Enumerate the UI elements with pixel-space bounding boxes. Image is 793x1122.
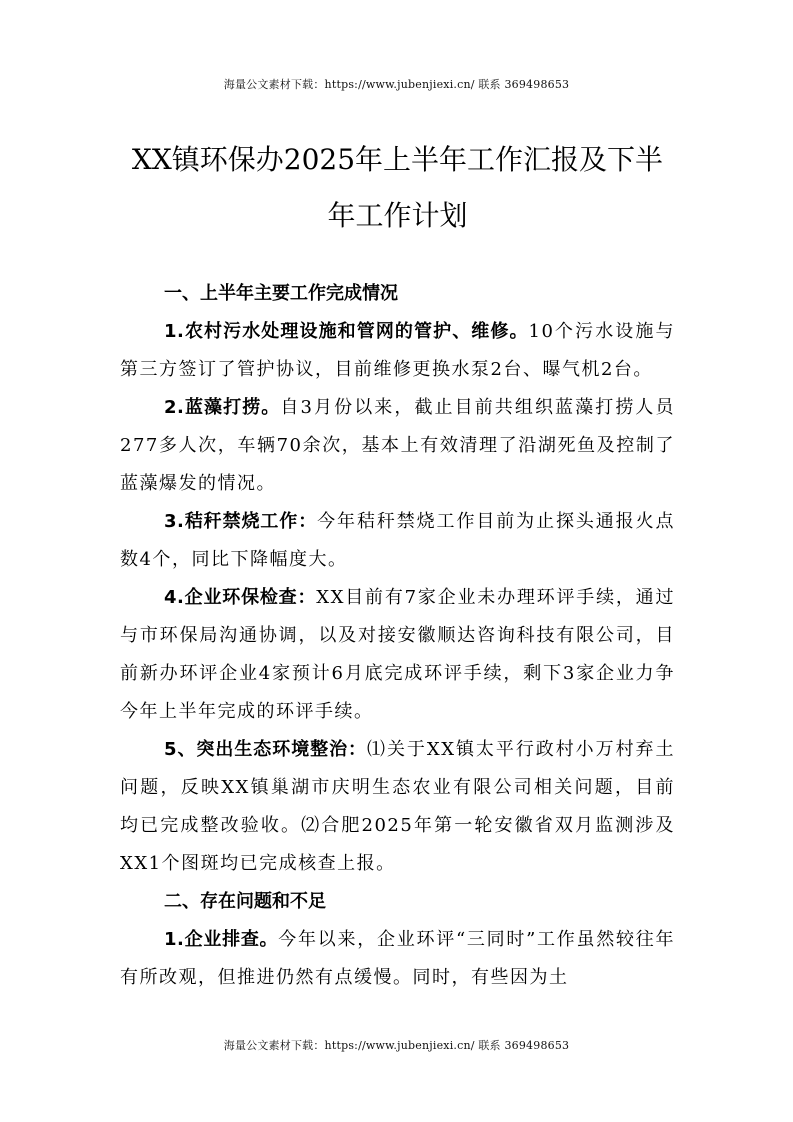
paragraph-item-5 xyxy=(120,731,675,883)
section-heading-1: 一、上半年主要工作完成情况 xyxy=(164,283,398,304)
page-header: 海量公文素材下载：https://www.jubenjiexi.cn/ 联系 369498653 xyxy=(223,78,570,91)
paragraph-item-1 xyxy=(120,313,675,389)
title-line-1: XX镇环保办2025年上半年工作汇报及下半 xyxy=(131,143,664,176)
item-lead: 5、突出生态环境整治： xyxy=(164,739,368,760)
item-lead: 1.农村污水处理设施和管网的管护、维修。 xyxy=(164,321,529,342)
paragraph-item-3 xyxy=(120,503,675,579)
title-line-2: 年工作计划 xyxy=(327,199,468,232)
section-heading-2: 二、存在问题和不足 xyxy=(164,891,326,912)
item-text: 今年以来，企业环评“三同时”工作虽然较往年有所改观，但推进仍然有点缓慢。同时，有些因为土 xyxy=(120,929,675,988)
item-lead: 1.企业排查。 xyxy=(164,929,279,950)
paragraph-item-4 xyxy=(120,579,675,731)
paragraph-item-2 xyxy=(120,389,675,503)
item-text: 自3月份以来，截止目前共组织蓝藻打捞人员277多人次，车辆70余次，基本上有效清理了沿湖死鱼及控制了蓝藻爆发的情况。 xyxy=(120,397,675,494)
item-text: XX目前有7家企业未办理环评手续，通过与市环保局沟通协调，以及对接安徽顺达咨询科技有限公司，目前新办环评企业4家预计6月底完成环评手续，剩下3家企业力争今年上半年完成的环评手续。 xyxy=(120,587,675,722)
item-lead: 3.秸秆禁烧工作： xyxy=(164,511,318,532)
item-lead: 2.蓝藻打捞。 xyxy=(164,397,281,418)
item-text: 10个污水设施与第三方签订了管护协议，目前维修更换水泵2台、曝气机2台。 xyxy=(120,321,675,380)
paragraph-item-6 xyxy=(120,921,675,997)
item-text: 今年秸秆禁烧工作目前为止探头通报火点数4个，同比下降幅度大。 xyxy=(120,511,675,570)
item-lead: 4.企业环保检查： xyxy=(164,587,317,608)
page-footer: 海量公文素材下载：https://www.jubenjiexi.cn/ 联系 369498653 xyxy=(223,1039,570,1052)
document-body xyxy=(120,275,675,997)
document-title xyxy=(105,132,690,244)
item-text: ⑴关于XX镇太平行政村小万村弃土问题，反映XX镇巢湖市庆明生态农业有限公司相关问题，目前均已完成整改验收。⑵合肥2025年第一轮安徽省双月监测涉及XX1个图斑均已完成核查上报。 xyxy=(120,739,675,874)
